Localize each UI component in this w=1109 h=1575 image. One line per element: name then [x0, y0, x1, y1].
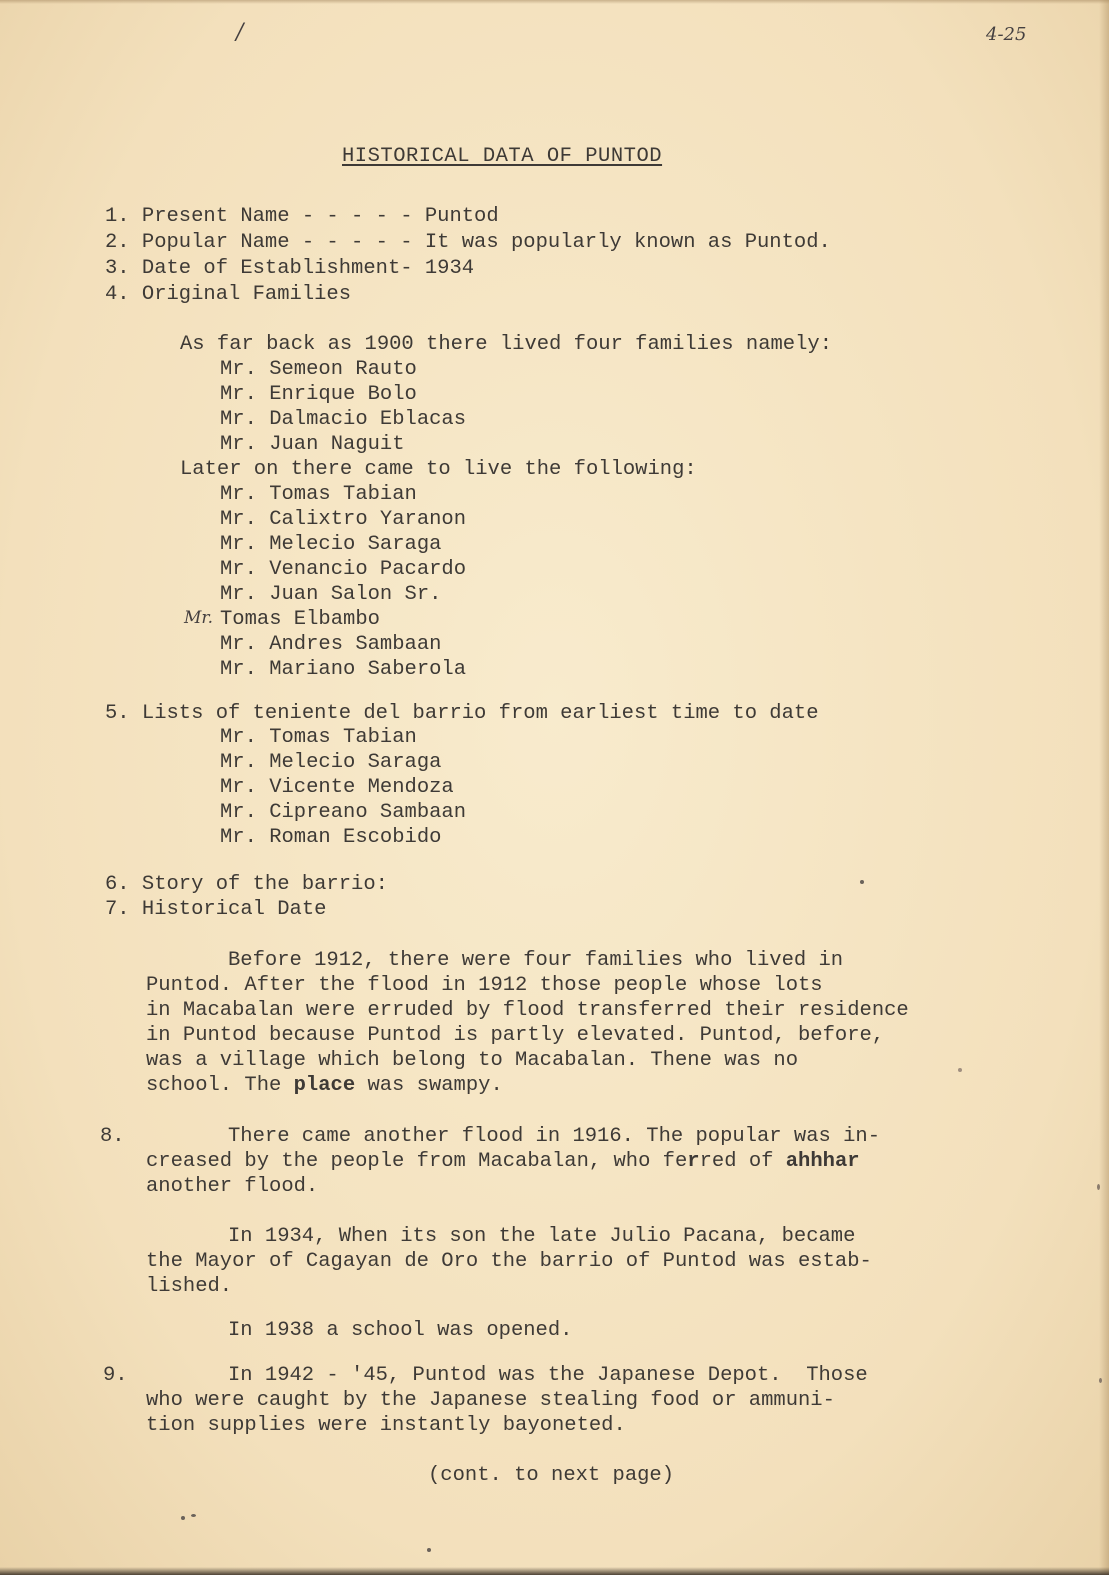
continuation-note: (cont. to next page): [428, 1464, 675, 1487]
paragraph-text: school. The: [146, 1074, 294, 1097]
family-name: Mr. Enrique Bolo: [220, 383, 417, 406]
paragraph-line: [146, 1152, 860, 1173]
item-date-established: 3. Date of Establishment- 1934: [105, 257, 475, 280]
paragraph-text: creased by the people from Macabalan, who fe: [146, 1150, 688, 1173]
handwritten-page-mark: /: [236, 20, 244, 45]
family-name: Mr. Melecio Saraga: [220, 533, 442, 556]
teniente-name: Mr. Vicente Mendoza: [220, 776, 454, 799]
page-edge-right: [1099, 0, 1109, 1575]
tenientes-heading: 5. Lists of teniente del barrio from earliest time to date: [105, 702, 819, 725]
item-historical-date: 7. Historical Date: [105, 898, 327, 921]
paragraph-line: in Macabalan were erruded by flood transferred their residence: [146, 999, 909, 1022]
teniente-name: Mr. Cipreano Sambaan: [220, 801, 467, 824]
teniente-name: Mr. Melecio Saraga: [220, 751, 442, 774]
paragraph-line: In 1942 - '45, Puntod was the Japanese Depot. Those: [228, 1364, 868, 1387]
item-original-families: 4. Original Families: [105, 283, 352, 306]
paragraph-line: who were caught by the Japanese stealing food or ammuni-: [146, 1389, 835, 1412]
paragraph-text: red of: [699, 1150, 786, 1173]
families-intro: As far back as 1900 there lived four families namely:: [180, 333, 833, 356]
teniente-name: Mr. Tomas Tabian: [220, 726, 417, 749]
family-name: Tomas Elbambo: [220, 608, 380, 631]
family-name: Mr. Semeon Rauto: [220, 358, 417, 381]
teniente-name: Mr. Roman Escobido: [220, 826, 442, 849]
item-story: 6. Story of the barrio:: [105, 873, 388, 896]
family-name: Mr. Dalmacio Eblacas: [220, 408, 467, 431]
overtyped-letter: r: [687, 1150, 700, 1173]
paragraph-line: in Puntod because Puntod is partly elevated. Puntod, before,: [146, 1024, 885, 1047]
paper-speck: [191, 1514, 196, 1517]
paragraph-line: There came another flood in 1916. The popular was in-: [228, 1125, 881, 1148]
paragraph-line: tion supplies were instantly bayoneted.: [146, 1414, 626, 1437]
paper-speck: [1099, 1378, 1102, 1383]
paragraph-line: [146, 1076, 503, 1097]
family-name: Mr. Venancio Pacardo: [220, 558, 467, 581]
paragraph-line: was a village which belong to Macabalan. Thene was no: [146, 1049, 799, 1072]
page-edge-top: [0, 0, 1109, 4]
page-edge-bottom: [0, 1567, 1109, 1575]
paper-speck: [427, 1548, 431, 1552]
item-present-name: 1. Present Name - - - - - Puntod: [105, 205, 499, 228]
paragraph-line: Before 1912, there were four families who lived in: [228, 949, 844, 972]
struck-word: ahhhar: [785, 1150, 860, 1173]
paragraph-line: In 1938 a school was opened.: [228, 1319, 573, 1342]
paragraph-line: the Mayor of Cagayan de Oro the barrio of Puntod was estab-: [146, 1250, 872, 1273]
item-number: 9.: [103, 1364, 128, 1387]
family-name: Mr. Tomas Tabian: [220, 483, 417, 506]
paper-speck: [860, 880, 864, 884]
paper-speck: [181, 1516, 185, 1520]
paper-speck: [1097, 1184, 1100, 1190]
paragraph-line: lished.: [146, 1275, 233, 1298]
page-title: HISTORICAL DATA OF PUNTOD: [342, 145, 663, 168]
family-name: Mr. Juan Salon Sr.: [220, 583, 442, 606]
paper-speck: [958, 1068, 962, 1072]
paragraph-text: was swampy.: [355, 1074, 503, 1097]
item-number: 8.: [100, 1125, 125, 1148]
family-name: Mr. Juan Naguit: [220, 433, 405, 456]
paragraph-line: another flood.: [146, 1175, 319, 1198]
item-popular-name: 2. Popular Name - - - - - It was popularly known as Puntod.: [105, 231, 831, 254]
handwritten-page-number: 4-25: [986, 24, 1027, 45]
family-name: Mr. Andres Sambaan: [220, 633, 442, 656]
family-name: Mr. Calixtro Yaranon: [220, 508, 467, 531]
paragraph-line: In 1934, When its son the late Julio Pacana, became: [228, 1225, 856, 1248]
paragraph-line: Puntod. After the flood in 1912 those people whose lots: [146, 974, 823, 997]
family-name: Mr. Mariano Saberola: [220, 658, 467, 681]
overtyped-word: place: [293, 1074, 356, 1097]
handwritten-mr: Mr.: [184, 608, 214, 628]
families-later-intro: Later on there came to live the following:: [180, 458, 697, 481]
